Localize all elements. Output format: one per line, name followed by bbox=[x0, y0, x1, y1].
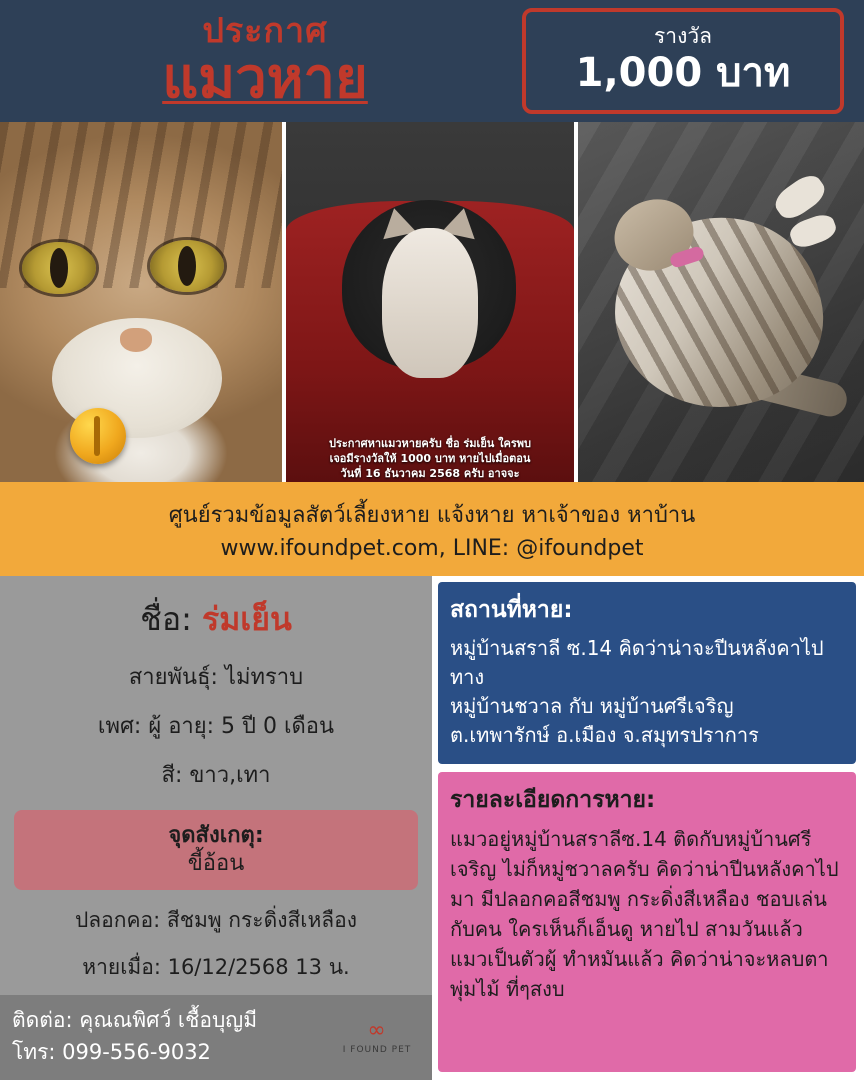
poster-body bbox=[0, 576, 864, 1080]
pet-lost-when: หายเมื่อ: 16/12/2568 13 น. bbox=[82, 955, 350, 980]
pet-sex-age: เพศ: ผู้ อายุ: 5 ปี 0 เดือน bbox=[97, 714, 335, 739]
pet-name-label: ชื่อ: bbox=[140, 600, 192, 638]
collar-bell bbox=[70, 408, 126, 464]
lost-detail-text: แมวอยู่หมู่บ้านสราลีซ.14 ติดกับหมู่บ้านศรีเจริญ ไม่ก็หมู่ชวาลครับ คิดว่าน่าปีนหลังคาไปมา มีปลอกคอสีชมพู กระดิ่งสีเหลือง ชอบเล่นกับคน ใครเห็นก็เอ็นดู หายไป สามวันแล้ว แมวเป็นตัวผู้ ทำหมันแล้ว คิดว่าน่าจะหลบตาพุ่มไม้ ที่ๆสงบ bbox=[450, 827, 839, 1001]
reward-badge bbox=[522, 8, 844, 114]
location-detail-panel bbox=[432, 576, 864, 1080]
pet-breed: สายพันธุ์: ไม่ทราบ bbox=[128, 665, 304, 690]
announce-text: ประกาศ bbox=[202, 10, 328, 51]
photo-cat-lying-on-bed bbox=[578, 122, 864, 482]
cat-eye-left bbox=[22, 242, 96, 294]
distinguishing-mark-box bbox=[14, 810, 418, 890]
pet-color: สี: ขาว,เทา bbox=[161, 763, 271, 788]
photo-2-caption: ประกาศหาแมวหายครับ ชื่อ ร่มเย็น ใครพบเจอมีรางวัลให้ 1000 บาท หายไปเมื่อตอนวันที่ 16 ธันวาคม 2568 ครับ อาจจะ bbox=[328, 437, 531, 481]
pet-name-value: ร่มเย็น bbox=[202, 600, 292, 638]
poster-header bbox=[0, 0, 864, 122]
contact-text-group bbox=[12, 1005, 257, 1068]
reward-amount: 1,000 บาท bbox=[575, 49, 791, 96]
cat-nose bbox=[120, 328, 152, 352]
service-description: ศูนย์รวมข้อมูลสัตว์เลี้ยงหาย แจ้งหาย หาเจ้าของ หาบ้าน bbox=[168, 503, 696, 528]
pet-name-row bbox=[0, 594, 432, 645]
ifoundpet-logo bbox=[334, 1018, 420, 1055]
photo-strip bbox=[0, 122, 864, 482]
mark-title: จุดสังเกตุ: bbox=[168, 823, 264, 848]
photo-cat-in-red-hammock bbox=[286, 122, 574, 482]
contact-person: ติดต่อ: คุณณพิศว์ เชื้อบุญมี bbox=[12, 1008, 258, 1032]
lost-detail-title: รายละเอียดการหาย: bbox=[450, 787, 656, 813]
lost-detail-box bbox=[438, 772, 856, 1072]
logo-wordmark: I FOUND PET bbox=[342, 1045, 412, 1055]
cat-eye-right bbox=[150, 240, 224, 292]
lost-place-box bbox=[438, 582, 856, 764]
lost-place-line-1: หมู่บ้านสราลี ซ.14 คิดว่าน่าจะปีนหลังคาไปทาง bbox=[450, 636, 824, 689]
cat-pupil-left bbox=[50, 248, 68, 288]
photo-cat-closeup-face bbox=[0, 122, 282, 482]
service-website[interactable]: www.ifoundpet.com, LINE: @ifoundpet bbox=[220, 536, 644, 561]
service-band bbox=[0, 482, 864, 576]
mark-value: ขี้อ้อน bbox=[187, 850, 245, 876]
header-title-group bbox=[0, 10, 520, 111]
paw-infinity-icon: ∞ bbox=[367, 1018, 387, 1043]
reward-label: รางวัล bbox=[654, 24, 712, 49]
pet-collar: ปลอกคอ: สีชมพู กระดิ่งสีเหลือง bbox=[74, 908, 358, 933]
lost-place-line-2: หมู่บ้านชวาล กับ หมู่บ้านศรีเจริญ bbox=[450, 694, 734, 718]
page-title: แมวหาย bbox=[162, 45, 368, 111]
pet-info-panel bbox=[0, 576, 432, 1080]
contact-phone[interactable]: โทร: 099-556-9032 bbox=[12, 1039, 211, 1064]
contact-box bbox=[0, 995, 432, 1080]
lost-place-line-3: ต.เทพารักษ์ อ.เมือง จ.สมุทรปราการ bbox=[450, 723, 759, 747]
cat2-body bbox=[382, 228, 478, 378]
lost-place-title: สถานที่หาย: bbox=[450, 597, 573, 623]
cat-pupil-right bbox=[178, 246, 196, 286]
